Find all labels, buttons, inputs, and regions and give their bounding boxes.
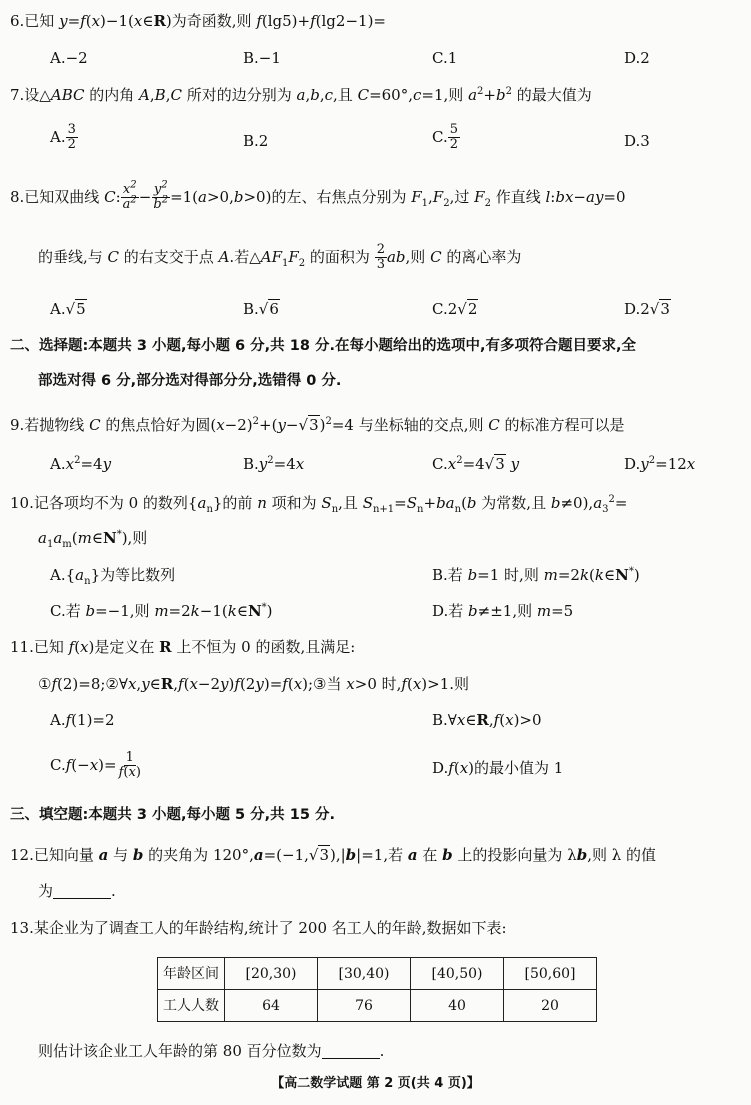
q13-answer-blank[interactable]	[322, 1044, 380, 1059]
page-footer: 【高二数学试题 第 2 页(共 4 页)】	[271, 1076, 480, 1091]
q8-option-b: B.√6	[243, 300, 279, 318]
q6-option-d: D.2	[624, 49, 650, 67]
q11-option-c: C.f(−x)= $\frac{1}{f(x)}$	[50, 750, 141, 781]
table-header-cell: 年龄区间	[158, 958, 225, 990]
table-row	[158, 958, 597, 990]
table-cell: 76	[318, 990, 411, 1022]
table-cell: 40	[411, 990, 504, 1022]
q12-stem-line2: 为 .	[38, 882, 116, 900]
q12-stem-line1: 12.已知向量 a 与 b 的夹角为 120°,a=(−1,√3),|b|=1,若 a 在 b 上的投影向量为 λb,则 λ 的值	[10, 846, 657, 864]
q10-option-d: D.若 b≠±1,则 m=5	[432, 602, 574, 620]
q7-option-d: D.3	[624, 132, 650, 150]
q10-option-b: B.若 b=1 时,则 m=2k(k∈N*)	[432, 566, 640, 584]
table-cell: 64	[225, 990, 318, 1022]
q13-question: 则估计该企业工人年龄的第 80 百分位数为 .	[38, 1042, 385, 1060]
q6-stem: 6.已知 y=f(x)−1(x∈R)为奇函数,则 f(lg5)+f(lg2−1)=	[10, 12, 386, 30]
q8-option-d: D.2√3	[624, 300, 670, 318]
q11-option-b: B.∀x∈R,f(x)>0	[432, 711, 542, 729]
q10-option-a: $A.\{a_n\}$为等比数列	[50, 566, 176, 587]
q11-option-a: A.f(1)=2	[50, 711, 115, 729]
q10-stem-line2: $a_1a_m(m\in N^*)$,则	[38, 529, 148, 550]
q7-option-c: C. $\frac{5}{2}$	[432, 122, 458, 153]
table-cell: [20,30)	[225, 958, 318, 990]
section3-line1: 三、填空题:本题共 3 小题,每小题 5 分,共 15 分.	[10, 807, 335, 823]
q9-option-d: $D.y^2=12x$	[624, 455, 696, 473]
q6-option-a: A.−2	[50, 49, 88, 67]
q13-stem: 13.某企业为了调查工人的年龄结构,统计了 200 名工人的年龄,数据如下表:	[10, 919, 507, 937]
q8-stem-line2: 的垂线,与 C 的右支交于点 A.若$\triangle AF_1F_2$ 的面积为 $\frac{2}{3}$ ab,则 C 的离心率为	[38, 242, 522, 273]
q11-option-d: D.f(x)的最小值为 1	[432, 759, 564, 777]
table-row	[158, 990, 597, 1022]
q9-option-a: $A.x^2=4y$	[50, 455, 112, 473]
q9-option-b: $B.y^2=4x$	[243, 455, 305, 473]
q7-option-b: B.2	[243, 132, 269, 150]
age-table	[157, 957, 597, 1022]
section2-line2: 部选对得 6 分,部分选对得部分分,选错得 0 分.	[38, 373, 342, 389]
q6-option-b: B.−1	[243, 49, 281, 67]
q10-stem-line1: 10.记各项均不为 0 的数列$\{a_n\}$的前 n 项和为 $S_n$,且 $S_{n+1}=S_n+ba_n(b$ 为常数,且 $b\ne 0),a_3^2=$	[10, 494, 628, 515]
table-cell: 20	[504, 990, 597, 1022]
q11-stem-line1: 11.已知 f(x)是定义在 R 上不恒为 0 的函数,且满足:	[10, 638, 356, 656]
q8-option-c: C.2√2	[432, 300, 478, 318]
q7-option-a: A. $\frac{3}{2}$	[50, 122, 76, 153]
table-cell: [50,60]	[504, 958, 597, 990]
q7-stem: 7.设△ABC 的内角 A,B,C 所对的边分别为 a,b,c,且 C=60°,c=1,则 $a^2+b^2$ 的最大值为	[10, 86, 592, 104]
q6-option-c: C.1	[432, 49, 458, 67]
q8-stem-line1: 8.已知双曲线 C: $\frac{x^2}{a^2}$ − $\frac{y^2}{b^2}$ =1(a>0,b>0)的左、右焦点分别为 $F_1,F_2$,过 $F_2$ 作直线 l:bx−ay=0	[10, 179, 626, 213]
q12-answer-blank[interactable]	[53, 884, 111, 899]
q10-option-c: C.若 b=−1,则 m=2k−1(k∈N*)	[50, 602, 273, 620]
section2-line1: 二、选择题:本题共 3 小题,每小题 6 分,共 18 分.在每小题给出的选项中,有多项符合题目要求,全	[10, 338, 636, 354]
q9-stem: 9.若抛物线 C 的焦点恰好为圆$(x-2)^2+(y-√3)^2=4$ 与坐标轴的交点,则 C 的标准方程可以是	[10, 416, 625, 434]
table-cell: [40,50)	[411, 958, 504, 990]
q9-option-c: $C.x^2=4√3$ y	[432, 455, 520, 473]
q8-option-a: A.√5	[50, 300, 86, 318]
table-cell: [30,40)	[318, 958, 411, 990]
q11-stem-line2: ①f(2)=8;②∀x,y∈R,f(x−2y)f(2y)=f(x);③当 x>0 时,f(x)>1.则	[38, 675, 470, 693]
table-header-cell: 工人人数	[158, 990, 225, 1022]
